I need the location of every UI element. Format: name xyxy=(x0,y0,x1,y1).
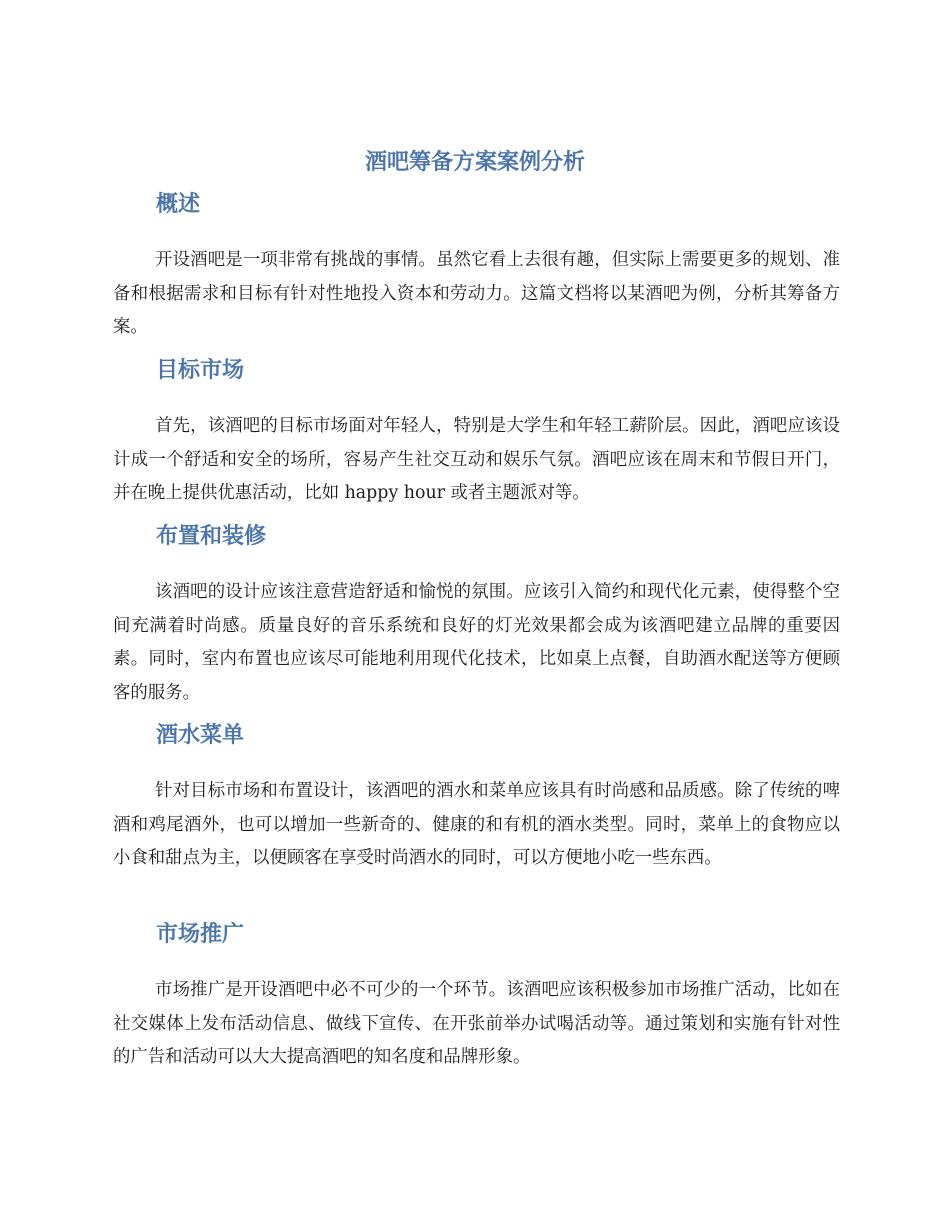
section-heading-target-market: 目标市场 xyxy=(156,358,245,383)
section-layout-decoration xyxy=(113,520,840,710)
section-body-overview: 开设酒吧是一项非常有挑战的事情。虽然它看上去很有趣，但实际上需要更多的规划、准备和根据需求和目标有针对性地投入资本和劳动力。这篇文档将以某酒吧为例，分析其筹备方案。 xyxy=(113,250,840,337)
section-body-target-market: 首先，该酒吧的目标市场面对年轻人，特别是大学生和年轻工薪阶层。因此，酒吧应该设计成一个舒适和安全的场所，容易产生社交互动和娱乐气氛。酒吧应该在周末和节假日开门，并在晚上提供优惠活动，比如 happy hour 或者主题派对等。 xyxy=(113,416,840,503)
section-marketing xyxy=(113,918,840,1075)
document-title: 酒吧筹备方案案例分析 xyxy=(364,150,585,175)
section-body-drinks-menu: 针对目标市场和布置设计，该酒吧的酒水和菜单应该具有时尚感和品质感。除了传统的啤酒和鸡尾酒外，也可以增加一些新奇的、健康的和有机的酒水类型。同时，菜单上的食物应以小食和甜点为主，以便顾客在享受时尚酒水的同时，可以方便地小吃一些东西。 xyxy=(113,781,840,868)
section-heading-overview: 概述 xyxy=(156,192,201,217)
section-body-marketing: 市场推广是开设酒吧中必不可少的一个环节。该酒吧应该积极参加市场推广活动，比如在社交媒体上发布活动信息、做线下宣传、在开张前举办试喝活动等。通过策划和实施有针对性的广告和活动可以大大提高酒吧的知名度和品牌形象。 xyxy=(113,980,840,1067)
section-heading-marketing: 市场推广 xyxy=(156,922,245,947)
section-heading-layout-decoration: 布置和装修 xyxy=(156,524,267,549)
section-target-market xyxy=(113,354,840,511)
section-heading-drinks-menu: 酒水菜单 xyxy=(156,723,245,748)
section-drinks-menu xyxy=(113,719,840,876)
section-overview xyxy=(113,188,840,345)
section-body-layout-decoration: 该酒吧的设计应该注意营造舒适和愉悦的氛围。应该引入简约和现代化元素，使得整个空间充满着时尚感。质量良好的音乐系统和良好的灯光效果都会成为该酒吧建立品牌的重要因素。同时，室内布置也应该尽可能地利用现代化技术，比如桌上点餐，自助酒水配送等方便顾客的服务。 xyxy=(113,582,840,703)
